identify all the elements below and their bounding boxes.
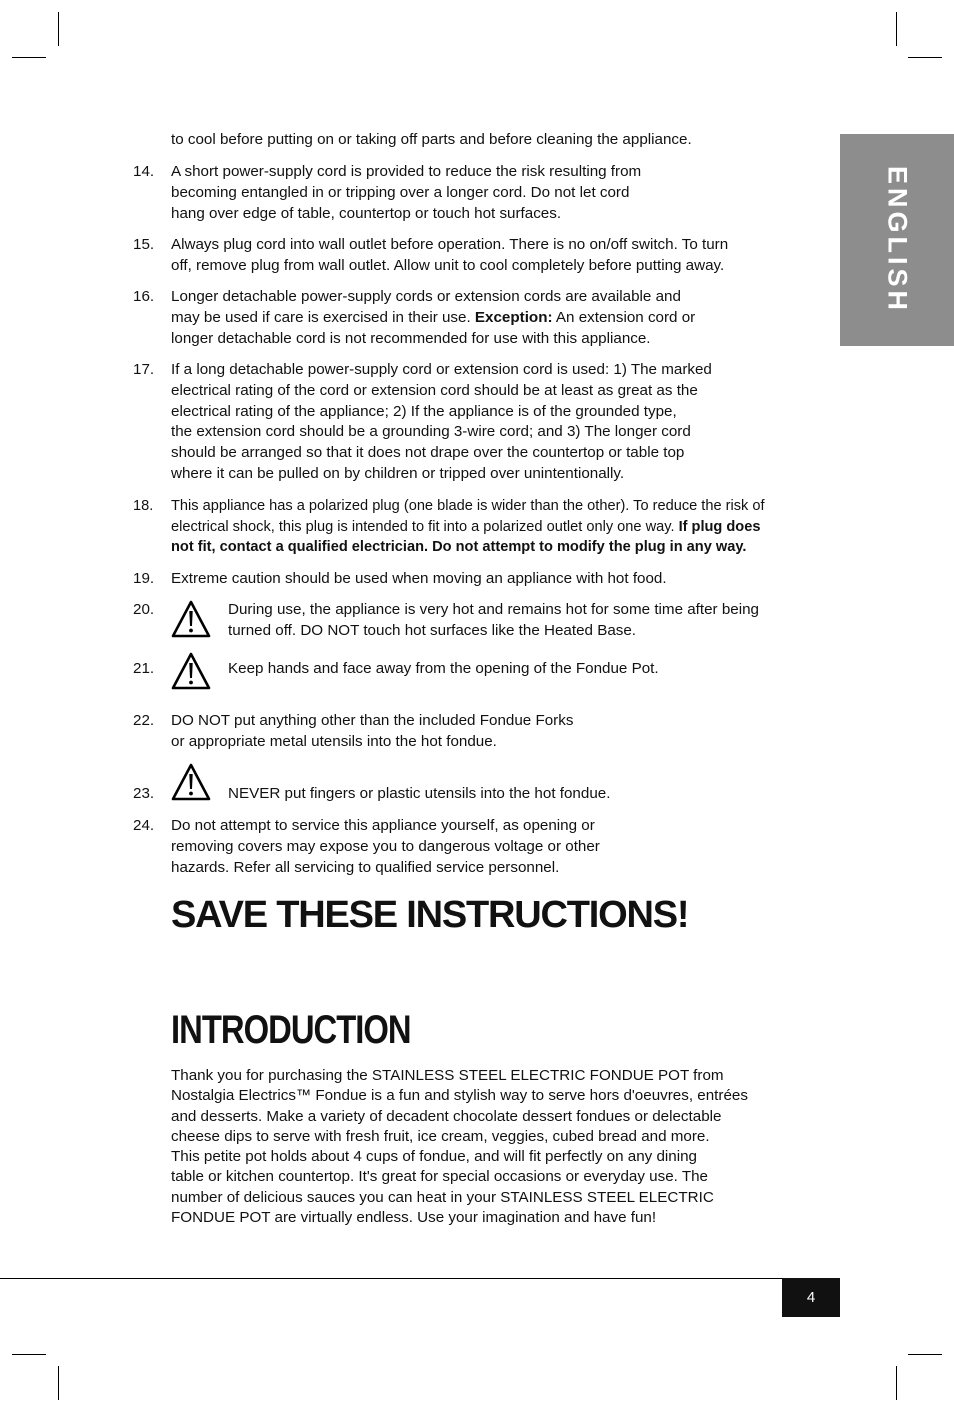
item-number: 24. [133,817,155,834]
item-line: During use, the appliance is very hot and remains hot for some time after being [228,601,759,618]
item-line: Keep hands and face away from the opening of the Fondue Pot. [228,660,659,677]
item-line: If a long detachable power-supply cord or extension cord is used: 1) The marked [171,361,712,378]
footer-rule [0,1278,840,1279]
item-line: becoming entangled in or tripping over a longer cord. Do not let cord [171,183,630,201]
item-line: Longer detachable power-supply cords or extension cords are available and [171,288,681,305]
item-text: may be used if care is exercised in their use. [171,308,475,326]
item-line: Extreme caution should be used when moving an appliance with hot food. [171,570,667,587]
item-number: 20. [133,601,155,618]
crop-mark [12,1354,46,1355]
paragraph-line: cheese dips to serve with fresh fruit, ice cream, veggies, cubed bread and more. [171,1127,710,1145]
introduction-heading: INTRODUCTION [171,1008,411,1052]
item-number: 23. [133,785,155,802]
crop-mark [896,12,897,46]
item-number: 15. [133,236,155,253]
item-number: 21. [133,660,155,677]
crop-mark [58,12,59,46]
item-line: turned off. DO NOT touch hot surfaces like the Heated Base. [228,621,637,639]
item-line: DO NOT put anything other than the included Fondue Forks [171,712,574,729]
item-number: 17. [133,361,155,378]
item-line: off, remove plug from wall outlet. Allow unit to cool completely before putting away. [171,256,725,274]
continued-line: to cool before putting on or taking off parts and before cleaning the appliance. [171,131,692,148]
crop-mark [908,1354,942,1355]
item-line: NEVER put fingers or plastic utensils into the hot fondue. [228,785,611,802]
page-number: 4 [782,1278,840,1317]
item-number: 18. [133,498,154,514]
paragraph-line: table or kitchen countertop. It's great for special occasions or everyday use. The [171,1168,708,1186]
paragraph-line: number of delicious sauces you can heat in your STAINLESS STEEL ELECTRIC [171,1188,714,1206]
item-emphasis: Exception: [474,308,553,326]
item-line: or appropriate metal utensils into the hot fondue. [171,732,497,750]
crop-mark [58,1366,59,1400]
item-line [171,517,765,538]
introduction-paragraph [171,1066,831,1228]
item-line: longer detachable cord is not recommended for use with this appliance. [171,329,651,347]
item-emphasis: not fit, contact a qualified electrician. Do not attempt to modify the plug in any way. [171,539,747,556]
save-instructions-heading: SAVE THESE INSTRUCTIONS! [171,894,689,936]
item-line: the extension cord should be a grounding 3-wire cord; and 3) The longer cord [171,423,691,441]
item-line: where it can be pulled on by children or tripped over unintentionally. [171,464,625,482]
item-line: removing covers may expose you to dangerous voltage or other [171,837,600,855]
item-line: Do not attempt to service this appliance yourself, as opening or [171,817,595,834]
paragraph-line: Thank you for purchasing the STAINLESS STEEL ELECTRIC FONDUE POT from [171,1067,724,1084]
item-line: electrical rating of the cord or extension cord should be at least as great as the [171,381,698,399]
paragraph-line: Nostalgia Electrics™ Fondue is a fun and stylish way to serve hors d'oeuvres, entrées [171,1087,748,1105]
item-number: 19. [133,570,155,587]
item-line: A short power-supply cord is provided to reduce the risk resulting from [171,163,642,180]
item-number: 22. [133,712,155,729]
item-number: 14. [133,163,155,180]
item-line [171,308,695,329]
item-line: Always plug cord into wall outlet before operation. There is no on/off switch. To turn [171,236,729,253]
language-tab [840,134,954,346]
paragraph-line: This petite pot holds about 4 cups of fondue, and will fit perfectly on any dining [171,1148,697,1166]
crop-mark [896,1366,897,1400]
item-text: electrical shock, this plug is intended to fit into a polarized outlet only one way. [171,518,679,535]
item-line: hang over edge of table, countertop or touch hot surfaces. [171,204,562,222]
paragraph-line: and desserts. Make a variety of decadent chocolate dessert fondues or delectable [171,1107,722,1125]
warning-triangle-icon [171,652,211,690]
item-line: This appliance has a polarized plug (one blade is wider than the other). To reduce the risk of [171,498,765,514]
item-line: hazards. Refer all servicing to qualified service personnel. [171,858,560,876]
item-number: 16. [133,288,155,305]
paragraph-line: FONDUE POT are virtually endless. Use your imagination and have fun! [171,1209,657,1227]
warning-triangle-icon [171,600,211,638]
crop-mark [908,57,942,58]
warning-triangle-icon [171,763,211,801]
item-line [171,537,765,558]
item-text: An extension cord or [552,308,696,326]
language-tab-label: ENGLISH [882,165,913,315]
crop-mark [12,57,46,58]
item-line: electrical rating of the appliance; 2) If the appliance is of the grounded type, [171,402,677,420]
item-line: should be arranged so that it does not drape over the countertop or table top [171,444,685,462]
item-emphasis: If plug does [678,518,761,535]
